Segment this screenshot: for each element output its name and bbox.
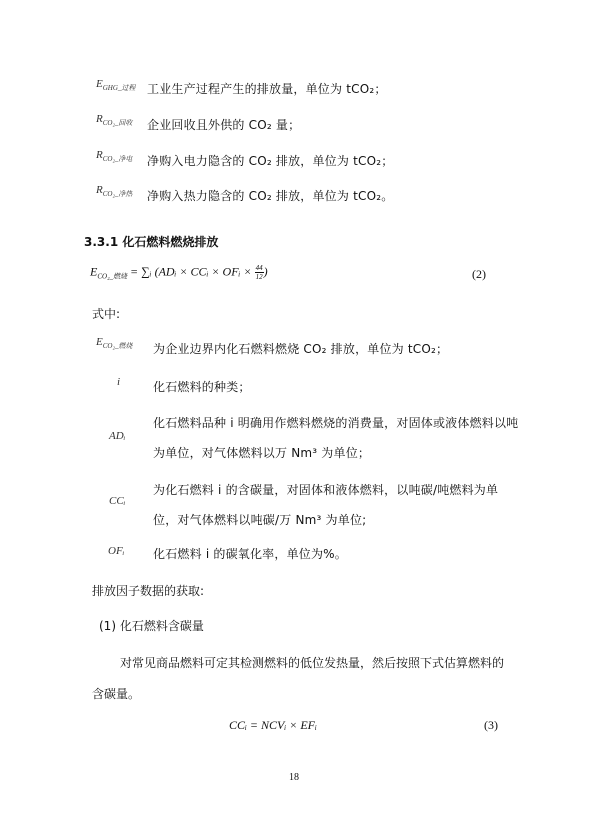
equation-2-number: (2) [472, 267, 486, 281]
symbol-r-co2-electricity: $R_{CO_2\_净电}$ [96, 149, 133, 163]
symbol-i: i [117, 376, 121, 388]
paragraph-line-1: 对常见商品燃料可定其检测燃料的低位发热量，然后按照下式估算燃料的 [120, 656, 505, 670]
factor-label: 排放因子数据的获取: [92, 584, 205, 598]
page-number: 18 [289, 772, 299, 783]
definition-ad-i-line1: 化石燃料品种 i 明确用作燃料燃烧的消费量，对固体或液体燃料以吨 [153, 416, 519, 430]
equation-3-number: (3) [484, 718, 498, 732]
definition-r-co2-recovered: 企业回收且外供的 CO₂ 量； [147, 118, 301, 132]
definition-i: 化石燃料的种类； [153, 380, 251, 394]
where-label: 式中: [92, 307, 121, 321]
definition-e-ghg-process: 工业生产过程产生的排放量，单位为 tCO₂； [147, 82, 387, 96]
fraction-44-12: $\frac{44}{12}$ [255, 264, 263, 281]
paragraph-line-2: 含碳量。 [92, 687, 141, 701]
symbol-of-i: OFᵢ [108, 545, 125, 557]
symbol-r-co2-heat: $R_{CO_2\_净热}$ [96, 184, 133, 198]
definition-r-co2-heat: 净购入热力隐含的 CO₂ 排放，单位为 tCO₂。 [147, 189, 394, 203]
symbol-cc-i: CCᵢ [109, 495, 126, 507]
symbol-e-ghg-process: $E_{GHG\_过程}$ [96, 78, 136, 92]
definition-e-co2-combustion: 为企业边界内化石燃料燃烧 CO₂ 排放，单位为 tCO₂； [153, 342, 449, 356]
definition-cc-i-line2: 位，对气体燃料以吨碳/万 Nm³ 为单位; [153, 513, 367, 527]
equation-2: $E_{CO_2\_燃烧}$ = ∑ᵢ (ADᵢ × CCᵢ × OFᵢ × $\frac{44}{12}$ ) [90, 264, 268, 281]
subheading-carbon-content: (1) 化石燃料含碳量 [99, 619, 204, 633]
definition-cc-i-line1: 为化石燃料 i 的含碳量，对固体和液体燃料，以吨碳/吨燃料为单 [153, 483, 499, 497]
symbol-e-co2-combustion: $E_{CO_2\_燃烧}$ [96, 336, 133, 350]
definition-ad-i-line2: 为单位，对气体燃料以万 Nm³ 为单位； [153, 446, 371, 460]
symbol-r-co2-recovered: $R_{CO_2\_回收}$ [96, 113, 133, 127]
definition-r-co2-electricity: 净购入电力隐含的 CO₂ 排放，单位为 tCO₂； [147, 154, 394, 168]
definition-of-i: 化石燃料 i 的碳氧化率，单位为%。 [153, 547, 347, 561]
equation-3: CCᵢ = NCVᵢ × EFᵢ [229, 718, 317, 732]
section-heading: 3.3.1 化石燃料燃烧排放 [84, 235, 219, 249]
symbol-ad-i: ADᵢ [109, 430, 126, 442]
